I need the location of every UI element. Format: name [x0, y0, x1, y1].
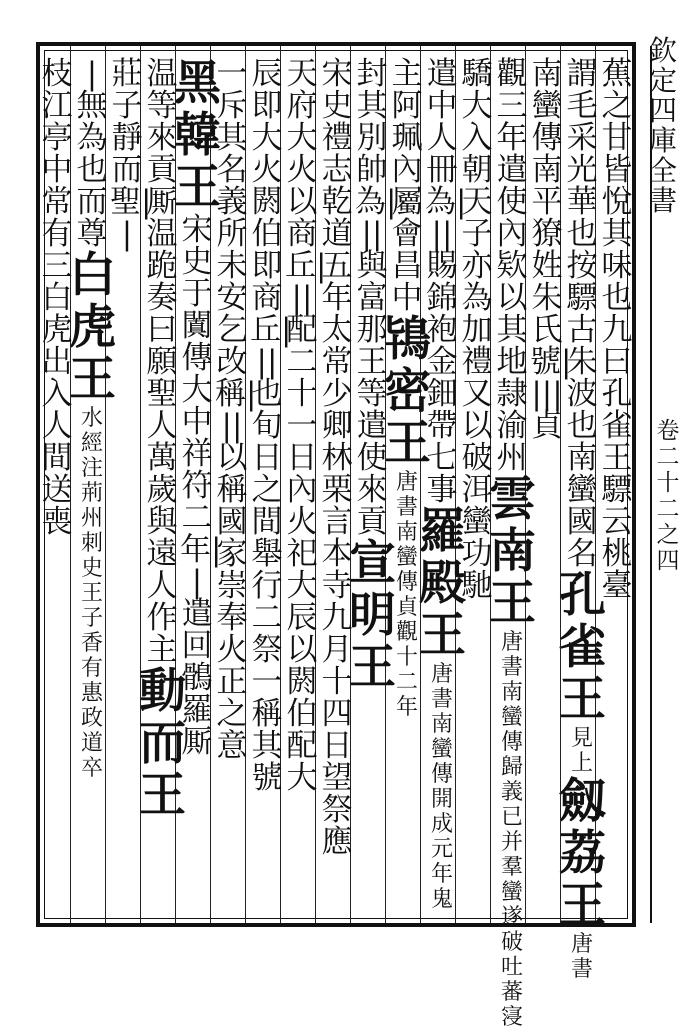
- body-text: 南蠻傳南平獠姓朱氏號||||貞: [530, 56, 572, 444]
- body-text: |無為也而尊: [76, 56, 108, 252]
- body-text: 謂毛采光華也按驃古朱波也南蠻國名: [566, 56, 598, 572]
- heading-term: 羅殿王: [419, 504, 466, 663]
- heading-term: 孔雀王: [559, 568, 606, 727]
- body-text: 莊子靜而聖||: [110, 56, 152, 252]
- heading-term: 雲南王: [489, 472, 536, 631]
- annotation-text: 水經注荊州刺史王子香有惠政道卒: [80, 406, 103, 781]
- body-text: 辰即大火閼伯即商丘|||也旬日之間舉行二祭一稱其號: [250, 56, 292, 796]
- body-text: 宋史禮志乾道五年太常少卿林栗言本寺九月十四日望祭應: [321, 56, 353, 860]
- heading-term: 鴇密王: [384, 312, 431, 471]
- annotation-text: 唐書南蠻傳貞觀十二年: [395, 470, 418, 720]
- body-text: 宋史于闐傳大中祥符二年||遣回鶻羅厮: [180, 212, 222, 760]
- annotation-text: 唐書南蠻傳開成元年鬼: [430, 662, 453, 912]
- heading-term: 白虎王: [69, 248, 116, 407]
- body-text: 主阿珮內屬會昌中: [391, 56, 423, 316]
- book-title: 欽定四庫全書: [648, 34, 677, 217]
- heading-term: 動而王: [139, 664, 186, 823]
- annotation-text: 唐書: [570, 932, 593, 982]
- body-text: 驕大入朝天子亦為加禮又以破洱蠻功馳: [461, 56, 493, 604]
- body-text: 枝江亭中常有三白虎出入人間送喪: [41, 56, 73, 540]
- heading-term: 黑韓王: [174, 56, 221, 215]
- annotation-text: 唐書南蠻傳歸義已并羣蠻遂破吐蕃寖: [500, 630, 523, 1030]
- body-text: 一斥其名義所未安乞改稱|||以稱國家崇奉火正之意: [215, 56, 257, 764]
- annotation-text: 見上: [570, 726, 593, 776]
- heading-term: 劔荔王: [559, 774, 606, 933]
- heading-term: 宣明王: [349, 536, 396, 695]
- body-text: 封其別帥為|||與富那王等遣使來貢: [355, 56, 397, 540]
- text-column: [36, 58, 78, 918]
- volume-label: 卷二十二之四: [656, 418, 680, 574]
- body-text: 觀三年遣使內欵以其地隷渝州: [496, 56, 528, 476]
- body-text: 遣中人冊為|||賜錦袍金鈿帶七事: [425, 56, 467, 508]
- body-text: 温等來貢厮温跪奏曰願聖人萬歲與遠人作主: [146, 56, 178, 668]
- body-text: 天府大火以商丘|||配二十一日內火祀大辰以閼伯配大: [285, 56, 327, 796]
- body-text: 蕉之甘皆悅其味也九曰孔雀王驃云桃臺: [601, 56, 633, 604]
